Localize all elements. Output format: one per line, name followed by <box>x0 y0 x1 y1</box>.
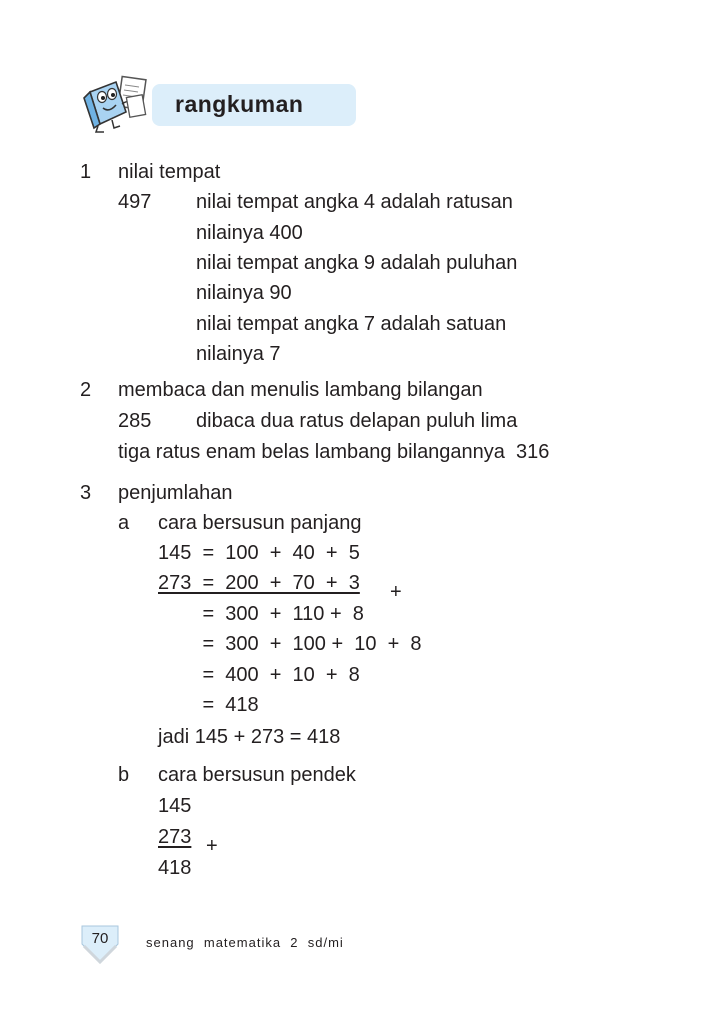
calculation-row: 145 <box>158 795 192 817</box>
subsection-title: cara bersusun panjang <box>158 512 362 534</box>
calculation-row: 145 = 100 + 40 + 5 <box>158 542 360 564</box>
symbol-text: tiga ratus enam belas lambang bilangannya 316 <box>118 441 550 463</box>
section-number: 2 <box>80 379 92 401</box>
book-title: senang matematika 2 sd/mi <box>146 935 344 950</box>
calculation-row: = 300 + 100 + 10 + 8 <box>158 633 422 655</box>
place-value-line: nilai tempat angka 4 adalah ratusan <box>196 191 513 213</box>
page-title: rangkuman <box>175 91 304 117</box>
place-value-line: nilai tempat angka 7 adalah satuan <box>196 313 507 335</box>
reading-text: dibaca dua ratus delapan puluh lima <box>196 410 518 432</box>
page-number: 70 <box>91 930 109 947</box>
calculation-row: 273 = 200 + 70 + 3 <box>158 572 360 594</box>
paper-character-icon <box>76 70 156 136</box>
calculation-row: = 300 + 110 + 8 <box>158 603 364 625</box>
plus-sign: + <box>206 835 218 857</box>
subsection-letter: a <box>118 512 130 534</box>
calculation-row: 418 <box>158 857 192 879</box>
conclusion-text: jadi 145 + 273 = 418 <box>158 726 341 748</box>
place-value-line: nilainya 90 <box>196 282 292 304</box>
plus-sign: + <box>390 581 402 603</box>
place-value-line: nilainya 400 <box>196 222 303 244</box>
subsection-letter: b <box>118 764 130 786</box>
calculation-row: = 418 <box>158 694 259 716</box>
calculation-row: 273 <box>158 826 192 848</box>
section-heading: membaca dan menulis lambang bilangan <box>118 379 483 401</box>
example-number: 285 <box>118 410 152 432</box>
example-number: 497 <box>118 191 152 213</box>
place-value-line: nilai tempat angka 9 adalah puluhan <box>196 252 518 274</box>
section-heading: nilai tempat <box>118 161 221 183</box>
place-value-line: nilainya 7 <box>196 343 281 365</box>
section-heading: penjumlahan <box>118 482 233 504</box>
section-number: 1 <box>80 161 92 183</box>
calculation-row: = 400 + 10 + 8 <box>158 664 360 686</box>
subsection-title: cara bersusun pendek <box>158 764 356 786</box>
section-number: 3 <box>80 482 92 504</box>
